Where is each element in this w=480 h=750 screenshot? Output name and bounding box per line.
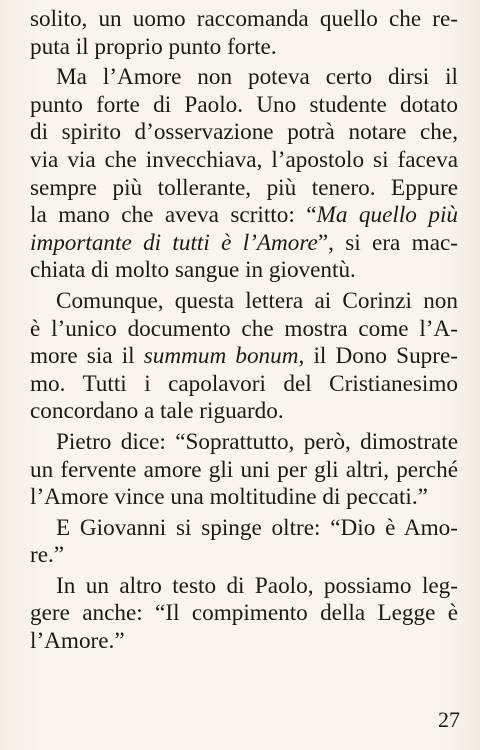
paragraph-p4 [30, 429, 458, 512]
text-line [30, 371, 458, 399]
text-line [30, 429, 458, 457]
italic-text: Ma quello più [316, 202, 458, 229]
page-number: 27 [438, 707, 460, 732]
paragraph-p2 [30, 64, 458, 285]
text-run: , il Dono Supre- [298, 343, 458, 370]
paragraph-p5 [30, 515, 458, 570]
text-line [30, 515, 458, 543]
text-line [30, 64, 458, 92]
text-run: l’Amore vince una moltitudine di peccati.” [30, 484, 428, 511]
text-run: Pietro dice: “Soprattutto, però, dimostrate [56, 428, 458, 455]
text-run: ”, si era mac- [317, 229, 458, 256]
text-line [30, 119, 458, 147]
text-run: sempre più tollerante, più tenero. Eppure [30, 174, 458, 201]
text-run: solito, un uomo raccomanda quello che re- [30, 6, 458, 32]
text-run: Comunque, questa lettera ai Corinzi non [56, 287, 458, 314]
text-line [30, 34, 458, 62]
text-run: punto forte di Paolo. Uno studente dotato [30, 91, 458, 118]
text-line [30, 343, 458, 371]
text-line [30, 316, 458, 344]
text-run: Ma l’Amore non poteva certo dirsi il [56, 64, 458, 91]
text-line [30, 573, 458, 601]
text-run: un fervente amore gli uni per gli altri, perché [30, 456, 458, 483]
text-run: puta il proprio punto forte. [30, 33, 277, 60]
text-line [30, 175, 458, 203]
text-line [30, 230, 458, 258]
text-run: chiata di molto sangue in gioventù. [30, 257, 356, 284]
text-line [30, 257, 458, 285]
text-line [30, 542, 458, 570]
text-run: In un altro testo di Paolo, possiamo leg- [56, 572, 458, 599]
text-line [30, 398, 458, 426]
text-run: via via che invecchiava, l’apostolo si faceva [30, 146, 458, 173]
text-line [30, 6, 458, 34]
italic-text: summum bonum [143, 343, 299, 370]
text-line [30, 202, 458, 230]
paragraph-p3 [30, 288, 458, 426]
text-line [30, 92, 458, 120]
text-line [30, 600, 458, 628]
text-line [30, 484, 458, 512]
text-run: re.” [30, 542, 65, 569]
text-line [30, 288, 458, 316]
text-run: di spirito d’osservazione potrà notare che, [30, 119, 458, 146]
text-run: gere anche: “Il compimento della Legge è [30, 600, 458, 627]
text-run: è l’unico documento che mostra come l’A- [30, 315, 458, 342]
text-line [30, 147, 458, 175]
text-run: more sia il [30, 343, 144, 370]
text-run: E Giovanni si spinge oltre: “Dio è Amo- [56, 514, 458, 541]
text-run: concordano a tale riguardo. [30, 398, 284, 425]
text-run: la mano che aveva scritto: “ [30, 202, 317, 229]
italic-text: importante di tutti è l’Amore [30, 229, 318, 256]
text-run: mo. Tutti i capolavori del Cristianesimo [30, 370, 458, 397]
text-line [30, 457, 458, 485]
text-run: l’Amore.” [30, 628, 125, 655]
paragraph-p6 [30, 573, 458, 656]
text-line [30, 628, 458, 656]
body-text [30, 6, 458, 656]
paragraph-p1 [30, 6, 458, 61]
